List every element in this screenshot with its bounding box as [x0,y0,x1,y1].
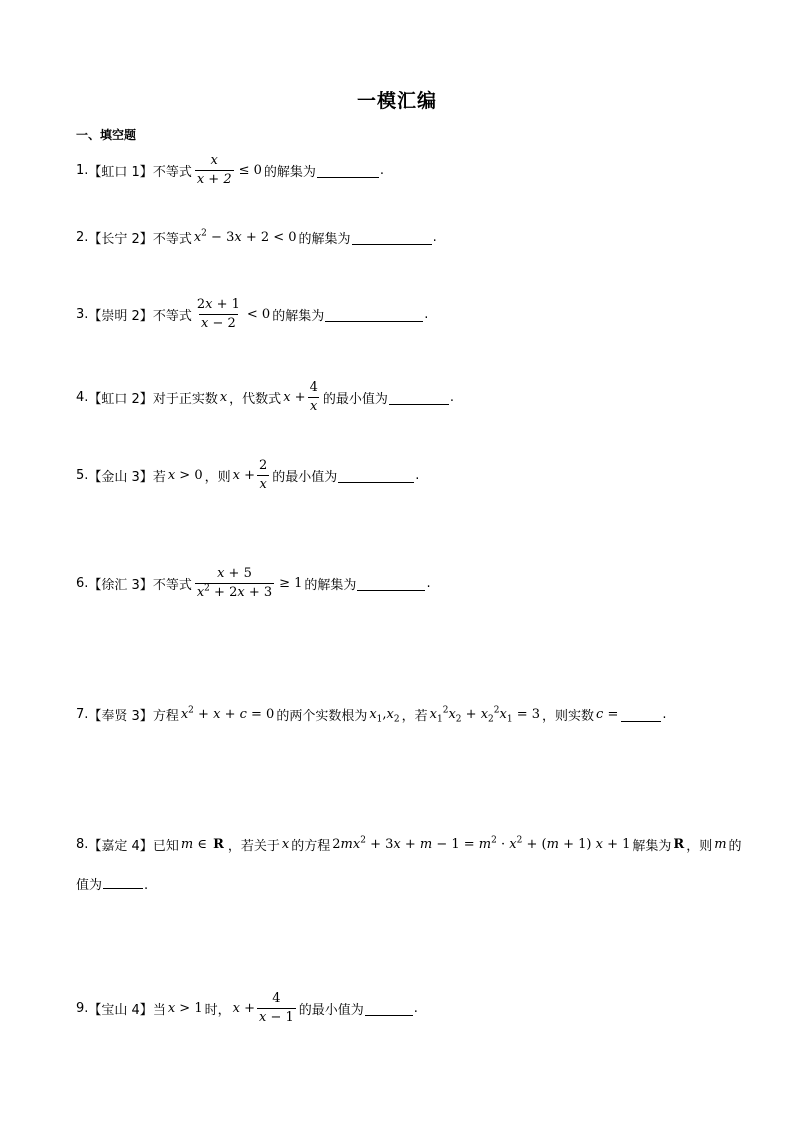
problem-end: . [144,878,149,893]
problem-text: 的两个实数根为 [276,708,368,724]
problem-source: 【崇明 2】 [88,308,153,324]
problem-text: 的 [728,838,742,854]
math-variable: m [714,836,727,852]
problem-text: 方程 [152,708,179,724]
problem-number: 1. [76,162,89,178]
problem-source: 【宝山 4】 [88,1002,153,1018]
problem-text: 的最小值为 [322,391,388,407]
problem-text: ，代数式 [229,391,282,407]
problem-8-line2 [76,874,148,893]
problem-text: 的解集为 [304,577,357,593]
math-variable: x [281,836,290,852]
problem-source: 【奉贤 3】 [88,708,153,724]
problem-source: 【金山 3】 [88,469,153,485]
problem-text: 对于正实数 [152,391,218,407]
answer-blank[interactable] [325,307,423,322]
math-expression: x + [283,389,306,405]
problem-text: 的最小值为 [272,469,338,485]
problem-text: 时， [204,1002,231,1018]
math-fraction: $\frac{2}{x}$ [258,457,268,492]
problem-end: . [379,162,385,178]
problem-text: 不等式 [152,231,192,247]
math-variable: x [219,389,228,405]
math-expression: $x^2 + x + c = 0$ [180,705,275,722]
problem-text: 已知 [152,838,179,854]
problem-text: ，则 [204,469,231,485]
problem-text: ，则 [686,838,713,854]
answer-blank[interactable] [365,1001,413,1016]
problem-3 [76,292,428,336]
answer-blank[interactable] [357,576,425,591]
answer-blank[interactable] [389,390,449,405]
problem-text: 不等式 [152,308,192,324]
problem-source: 【长宁 2】 [88,231,153,247]
math-expression: $x_1^2x_2 + x_2^2x_1 = 3$ [429,705,541,725]
section-heading: 一、填空题 [76,128,137,142]
math-expression: x + [232,1000,255,1016]
problem-source: 【徐汇 3】 [88,577,153,593]
problem-text: ，则实数 [542,708,595,724]
math-expression: $x_1,x_2$ [369,706,400,725]
problem-1 [76,148,384,192]
problem-number: 5. [76,467,89,483]
problem-text: 的解集为 [272,308,325,324]
answer-blank[interactable] [103,874,143,889]
problem-text: 值为 [76,878,103,893]
problem-6 [76,561,431,605]
math-expression: $2mx^2 + 3x + m - 1 = m^2 \cdot x^2 + (m + 1) x + 1$ [332,835,631,852]
math-expression: c = [596,706,619,722]
problem-text: 的方程 [291,838,331,854]
problem-text: 的解集为 [263,164,316,180]
problem-end: . [432,229,437,245]
problem-end: . [449,389,454,405]
problem-text: 不等式 [152,577,192,593]
math-expression: x > 0 [167,467,203,483]
problem-text: 当 [152,1002,166,1018]
problem-number: 6. [76,575,89,591]
math-expression: < 0 [246,306,271,322]
math-fraction: $\frac{2x + 1}{x - 2}$ [196,296,240,331]
answer-blank[interactable] [352,230,432,245]
math-set-R: R [673,836,685,852]
problem-text: 的解集为 [298,231,351,247]
problem-source: 【嘉定 4】 [88,838,153,854]
math-expression: x + [232,467,255,483]
answer-blank[interactable] [338,468,414,483]
problem-number: 8. [76,836,89,852]
problem-text: 若 [152,469,166,485]
math-expression: ≥ 1 [279,575,303,591]
problem-9 [76,986,418,1030]
page-title: 一模汇编 [356,90,437,112]
problem-number: 2. [76,229,89,245]
problem-7 [76,692,667,736]
math-fraction: $\frac{4}{x}$ [309,379,318,414]
problem-end: . [662,706,667,722]
math-expression: m ∈ R [180,836,224,852]
problem-text: 解集为 [632,838,672,854]
problem-source: 【虹口 1】 [88,164,153,180]
answer-blank[interactable] [621,707,661,722]
math-fraction: $\frac{4}{x - 1}$ [258,990,294,1025]
problem-end: . [424,306,429,322]
problem-text: ，若关于 [227,838,280,854]
problem-text: ，若 [401,708,428,724]
math-expression: x > 1 [167,1000,203,1016]
problem-number: 3. [76,306,89,322]
problem-end: . [426,575,431,591]
problem-4 [76,375,454,419]
math-fraction: $\frac{x}{x + 2}$ [196,152,232,187]
problem-number: 7. [76,706,89,722]
answer-blank[interactable] [317,163,379,178]
problem-text: 不等式 [152,164,192,180]
problem-number: 4. [76,389,89,405]
problem-8 [76,822,742,866]
math-expression: $x^2 - 3x + 2 < 0$ [193,228,297,245]
math-fraction: $\frac{x + 5}{x^2 + 2x + 3}$ [196,565,273,600]
problem-text: 的最小值为 [298,1002,364,1018]
math-expression: ≤ 0 [238,162,262,178]
problem-2 [76,215,437,259]
problem-end: . [413,1000,418,1016]
problem-source: 【虹口 2】 [88,391,153,407]
problem-5 [76,453,419,497]
problem-number: 9. [76,1000,89,1016]
problem-end: . [415,467,420,483]
